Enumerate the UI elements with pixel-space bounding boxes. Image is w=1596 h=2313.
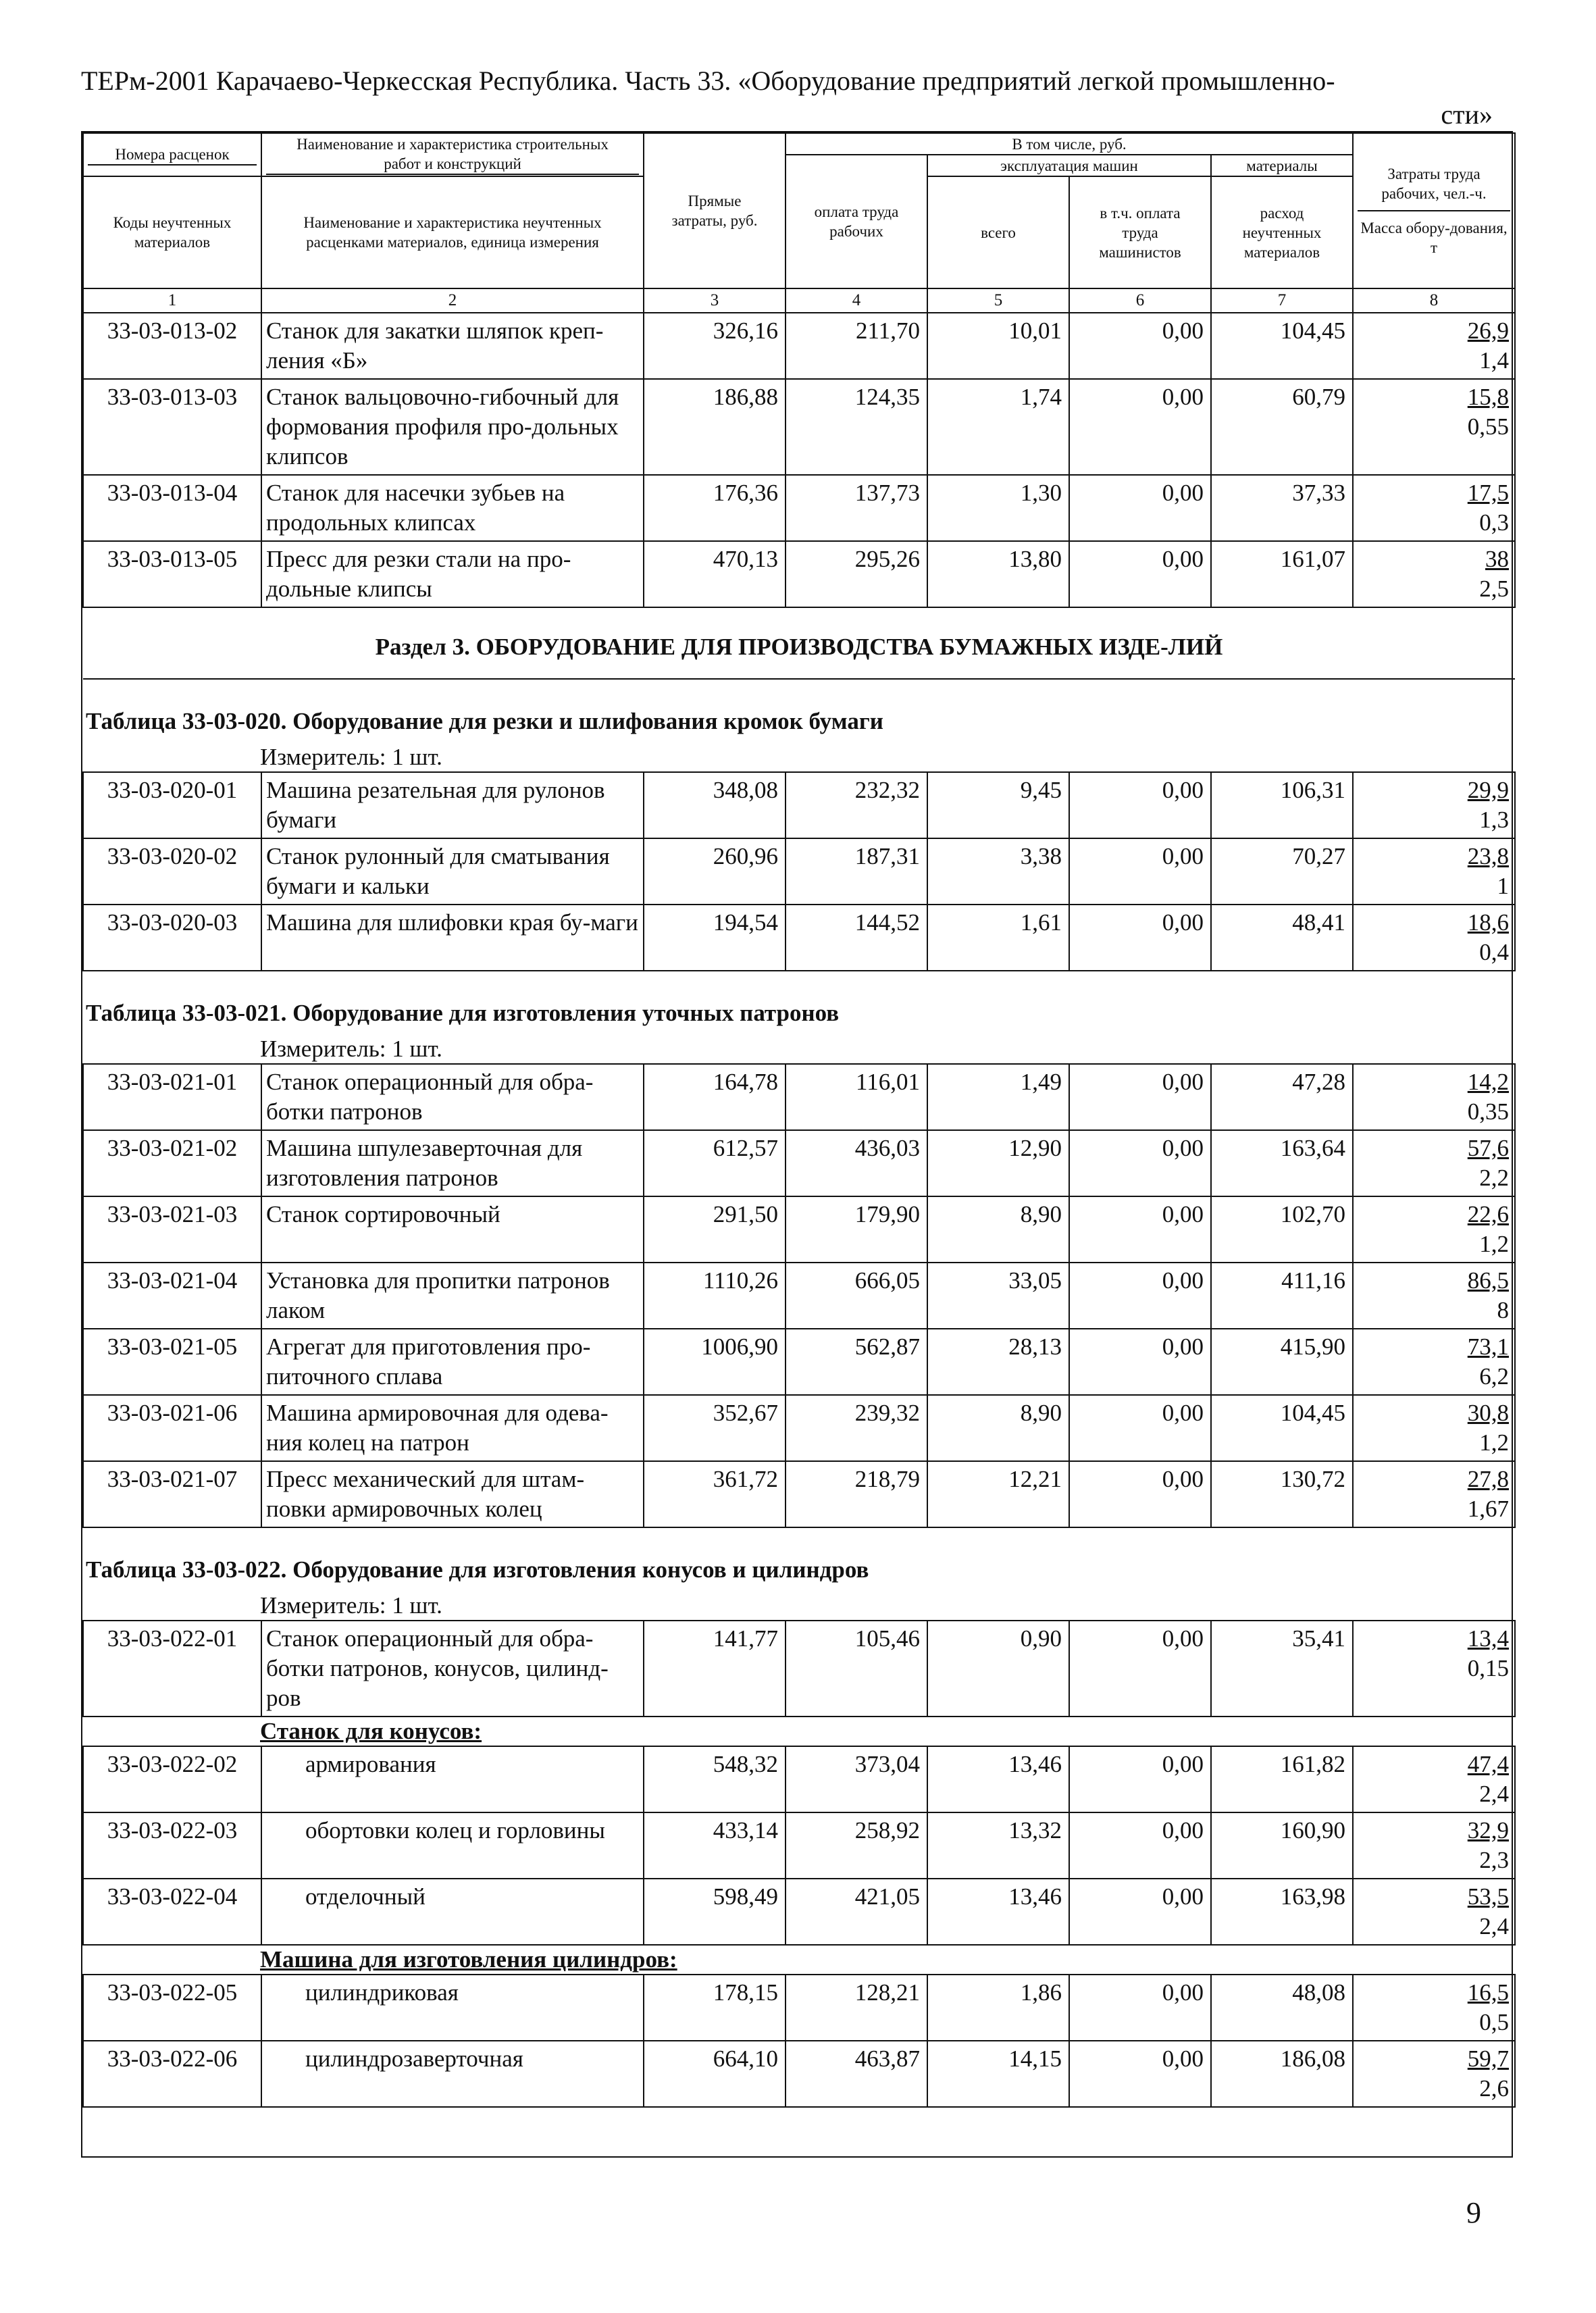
- work-name: Станок операционный для обра-ботки патронов: [261, 1064, 644, 1130]
- page-number: 9: [1466, 2196, 1481, 2229]
- work-name: отделочный: [261, 1879, 644, 1945]
- machine-costs: 8,90: [927, 1196, 1069, 1263]
- machine-costs: 1,74: [927, 379, 1069, 475]
- worker-wages: 373,04: [786, 1746, 927, 1812]
- rate-code: 33-03-020-03: [83, 905, 261, 971]
- table-row: [83, 475, 1515, 541]
- table-021-title: Таблица 33-03-021. Оборудование для изготовления уточных патронов: [83, 971, 1515, 1035]
- table-020-title: Таблица 33-03-020. Оборудование для резки и шлифования кромок бумаги: [86, 708, 883, 734]
- rate-code: 33-03-020-02: [83, 838, 261, 905]
- intro-rows: [83, 313, 1515, 607]
- column-number-4: 4: [786, 288, 927, 313]
- table-row: [83, 1064, 1515, 1130]
- equipment-mass: 8: [1497, 1297, 1510, 1323]
- table-022-unit: Измеритель: 1 шт.: [83, 1592, 1515, 1621]
- labor-and-mass: [1353, 1461, 1515, 1527]
- column-number-7: 7: [1211, 288, 1353, 313]
- table-row: [83, 1461, 1515, 1527]
- materials-costs: 104,45: [1211, 313, 1353, 379]
- page-header: [81, 65, 1513, 130]
- worker-wages: 128,21: [786, 1975, 927, 2041]
- rate-code: 33-03-022-06: [83, 2041, 261, 2107]
- materials-costs: 37,33: [1211, 475, 1353, 541]
- table-022-heading: [83, 1527, 1515, 1621]
- materials-costs: 106,31: [1211, 772, 1353, 838]
- labor-and-mass: [1353, 379, 1515, 475]
- machinist-wages: 0,00: [1069, 1746, 1211, 1812]
- equipment-mass: 0,15: [1467, 1655, 1510, 1681]
- labor-and-mass: [1353, 1196, 1515, 1263]
- worker-wages: 436,03: [786, 1130, 927, 1196]
- direct-costs: 326,16: [644, 313, 786, 379]
- work-name: Станок для насечки зубьев на продольных клипсах: [261, 475, 644, 541]
- labor-hours: 13,4: [1467, 1625, 1510, 1652]
- column-header-code-top: Номера расценок: [88, 145, 257, 166]
- subheading-cylinder-machines: Машина для изготовления цилиндров:: [83, 1945, 1515, 1975]
- price-table-sheet: [81, 131, 1513, 2158]
- machinist-wages: 0,00: [1069, 772, 1211, 838]
- worker-wages: 562,87: [786, 1329, 927, 1395]
- table-row: [83, 1395, 1515, 1461]
- work-name: Станок операционный для обра-ботки патронов, конусов, цилинд-ров: [261, 1621, 644, 1717]
- labor-hours: 73,1: [1467, 1333, 1510, 1360]
- table-row: [83, 1329, 1515, 1395]
- equipment-mass: 2,6: [1479, 2075, 1510, 2102]
- materials-costs: 130,72: [1211, 1461, 1353, 1527]
- header-line-2: сти»: [1441, 99, 1493, 130]
- worker-wages: 295,26: [786, 541, 927, 607]
- labor-hours: 59,7: [1467, 2045, 1510, 2072]
- labor-and-mass: [1353, 838, 1515, 905]
- worker-wages: 666,05: [786, 1263, 927, 1329]
- column-header-name-bottom: Наименование и характеристика неучтенных расценками материалов, единица измерения: [261, 176, 644, 288]
- labor-hours: 22,6: [1467, 1201, 1510, 1227]
- equipment-mass: 1,2: [1479, 1429, 1510, 1456]
- worker-wages: 179,90: [786, 1196, 927, 1263]
- table-row: [83, 541, 1515, 607]
- labor-hours: 38: [1485, 546, 1510, 572]
- rate-code: 33-03-022-01: [83, 1621, 261, 1717]
- equipment-mass: 1,4: [1479, 347, 1510, 374]
- table-row: [83, 1975, 1515, 2041]
- equipment-mass: 2,4: [1479, 1913, 1510, 1939]
- labor-hours: 53,5: [1467, 1883, 1510, 1910]
- table-row: [83, 1621, 1515, 1717]
- work-name: цилиндриковая: [261, 1975, 644, 2041]
- work-name: Станок для закатки шляпок креп-ления «Б»: [261, 313, 644, 379]
- labor-and-mass: [1353, 1329, 1515, 1395]
- machinist-wages: 0,00: [1069, 1329, 1211, 1395]
- machine-costs: 13,32: [927, 1812, 1069, 1879]
- machinist-wages: 0,00: [1069, 1395, 1211, 1461]
- labor-hours: 29,9: [1467, 777, 1510, 803]
- materials-costs: 47,28: [1211, 1064, 1353, 1130]
- materials-costs: 163,98: [1211, 1879, 1353, 1945]
- labor-and-mass: [1353, 1621, 1515, 1717]
- work-name: Станок сортировочный: [261, 1196, 644, 1263]
- labor-and-mass: [1353, 1879, 1515, 1945]
- machinist-wages: 0,00: [1069, 1263, 1211, 1329]
- worker-wages: 463,87: [786, 2041, 927, 2107]
- equipment-mass: 1,67: [1467, 1496, 1510, 1522]
- equipment-mass: 2,2: [1479, 1165, 1510, 1191]
- column-header-code: [83, 133, 261, 176]
- worker-wages: 218,79: [786, 1461, 927, 1527]
- direct-costs: 470,13: [644, 541, 786, 607]
- labor-hours: 17,5: [1467, 480, 1510, 506]
- work-name: обортовки колец и горловины: [261, 1812, 644, 1879]
- equipment-mass: 2,4: [1479, 1781, 1510, 1807]
- rate-code: 33-03-021-05: [83, 1329, 261, 1395]
- column-number-6: 6: [1069, 288, 1211, 313]
- labor-and-mass: [1353, 1130, 1515, 1196]
- machine-costs: 0,90: [927, 1621, 1069, 1717]
- rate-code: 33-03-013-03: [83, 379, 261, 475]
- labor-and-mass: [1353, 1746, 1515, 1812]
- machine-costs: 14,15: [927, 2041, 1069, 2107]
- table-022-rows-b: [83, 1746, 1515, 1945]
- direct-costs: 352,67: [644, 1395, 786, 1461]
- table-row: [83, 772, 1515, 838]
- column-header-mass: Масса обору-дования, т: [1360, 220, 1508, 256]
- work-name: армирования: [261, 1746, 644, 1812]
- header-line-1: ТЕРм-2001 Карачаево-Черкесская Республика. Часть 33. «Оборудование предприятий легкой промышленно-: [81, 66, 1335, 96]
- rate-code: 33-03-022-03: [83, 1812, 261, 1879]
- table-row: [83, 838, 1515, 905]
- materials-costs: 70,27: [1211, 838, 1353, 905]
- worker-wages: 211,70: [786, 313, 927, 379]
- machinist-wages: 0,00: [1069, 1621, 1211, 1717]
- direct-costs: 612,57: [644, 1130, 786, 1196]
- equipment-mass: 0,5: [1479, 2009, 1510, 2035]
- table-row: [83, 1746, 1515, 1812]
- column-header-direct: Прямые затраты, руб.: [644, 133, 786, 288]
- table-022-title: Таблица 33-03-022. Оборудование для изготовления конусов и цилиндров: [83, 1527, 1515, 1592]
- machinist-wages: 0,00: [1069, 1196, 1211, 1263]
- labor-hours: 27,8: [1467, 1466, 1510, 1492]
- column-header-name-top: Наименование и характеристика строительных работ и конструкций: [266, 134, 639, 175]
- machine-costs: 1,30: [927, 475, 1069, 541]
- machine-costs: 28,13: [927, 1329, 1069, 1395]
- materials-costs: 104,45: [1211, 1395, 1353, 1461]
- work-name: Машина армировочная для одева-ния колец на патрон: [261, 1395, 644, 1461]
- table-row: [83, 905, 1515, 971]
- machine-costs: 8,90: [927, 1395, 1069, 1461]
- machine-costs: 10,01: [927, 313, 1069, 379]
- labor-hours: 86,5: [1467, 1267, 1510, 1294]
- equipment-mass: 1: [1497, 873, 1510, 899]
- column-header-materials: материалы: [1211, 155, 1353, 176]
- worker-wages: 144,52: [786, 905, 927, 971]
- labor-and-mass: [1353, 2041, 1515, 2107]
- subheading-cone-machines: Станок для конусов:: [83, 1717, 1515, 1746]
- work-name: Машина для шлифовки края бу-маги: [261, 905, 644, 971]
- machine-costs: 33,05: [927, 1263, 1069, 1329]
- direct-costs: 664,10: [644, 2041, 786, 2107]
- materials-costs: 186,08: [1211, 2041, 1353, 2107]
- direct-costs: 141,77: [644, 1621, 786, 1717]
- worker-wages: 258,92: [786, 1812, 927, 1879]
- materials-costs: 163,64: [1211, 1130, 1353, 1196]
- labor-hours: 47,4: [1467, 1751, 1510, 1777]
- equipment-mass: 1,2: [1479, 1231, 1510, 1257]
- materials-costs: 161,07: [1211, 541, 1353, 607]
- labor-hours: 26,9: [1467, 317, 1510, 344]
- labor-hours: 15,8: [1467, 384, 1510, 410]
- labor-hours: 16,5: [1467, 1979, 1510, 2006]
- rate-code: 33-03-022-02: [83, 1746, 261, 1812]
- direct-costs: 260,96: [644, 838, 786, 905]
- machinist-wages: 0,00: [1069, 379, 1211, 475]
- worker-wages: 421,05: [786, 1879, 927, 1945]
- machine-costs: 9,45: [927, 772, 1069, 838]
- machine-costs: 12,21: [927, 1461, 1069, 1527]
- rate-code: 33-03-021-04: [83, 1263, 261, 1329]
- rate-code: 33-03-021-01: [83, 1064, 261, 1130]
- rate-code: 33-03-013-02: [83, 313, 261, 379]
- machinist-wages: 0,00: [1069, 1064, 1211, 1130]
- column-header-machines: всего: [927, 176, 1069, 288]
- machinist-wages: 0,00: [1069, 1130, 1211, 1196]
- table-022-rows-c: [83, 1975, 1515, 2107]
- column-header-machinists: в т.ч. оплата труда машинистов: [1069, 176, 1211, 288]
- column-header-code-bottom: Коды неучтенных материалов: [83, 176, 261, 288]
- direct-costs: 176,36: [644, 475, 786, 541]
- rate-code: 33-03-022-04: [83, 1879, 261, 1945]
- direct-costs: 194,54: [644, 905, 786, 971]
- table-row: [83, 1879, 1515, 1945]
- labor-and-mass: [1353, 1975, 1515, 2041]
- machine-costs: 13,80: [927, 541, 1069, 607]
- column-number-1: 1: [83, 288, 261, 313]
- machine-costs: 1,86: [927, 1975, 1069, 2041]
- column-header-materials-use: расход неучтенных материалов: [1211, 176, 1353, 288]
- rate-code: 33-03-021-07: [83, 1461, 261, 1527]
- column-header-name: [261, 133, 644, 176]
- worker-wages: 124,35: [786, 379, 927, 475]
- rate-code: 33-03-021-03: [83, 1196, 261, 1263]
- work-name: цилиндрозаверточная: [261, 2041, 644, 2107]
- direct-costs: 186,88: [644, 379, 786, 475]
- machinist-wages: 0,00: [1069, 905, 1211, 971]
- equipment-mass: 0,3: [1479, 509, 1510, 536]
- work-name: Станок вальцовочно-гибочный для формования профиля про-дольных клипсов: [261, 379, 644, 475]
- machine-costs: 3,38: [927, 838, 1069, 905]
- column-header-wages: оплата труда рабочих: [786, 155, 927, 288]
- materials-costs: 161,82: [1211, 1746, 1353, 1812]
- worker-wages: 232,32: [786, 772, 927, 838]
- table-021-rows: [83, 1064, 1515, 1527]
- equipment-mass: 2,3: [1479, 1847, 1510, 1873]
- table-022-rows-a: [83, 1621, 1515, 1717]
- work-name: Пресс для резки стали на про-дольные клипсы: [261, 541, 644, 607]
- machine-costs: 1,61: [927, 905, 1069, 971]
- equipment-mass: 6,2: [1479, 1363, 1510, 1390]
- direct-costs: 1006,90: [644, 1329, 786, 1395]
- work-name: Агрегат для приготовления про-питочного сплава: [261, 1329, 644, 1395]
- materials-costs: 160,90: [1211, 1812, 1353, 1879]
- worker-wages: 116,01: [786, 1064, 927, 1130]
- direct-costs: 348,08: [644, 772, 786, 838]
- rate-code: 33-03-013-04: [83, 475, 261, 541]
- price-table: [82, 132, 1516, 2108]
- worker-wages: 137,73: [786, 475, 927, 541]
- table-row: [83, 1196, 1515, 1263]
- labor-and-mass: [1353, 1812, 1515, 1879]
- direct-costs: 598,49: [644, 1879, 786, 1945]
- machinist-wages: 0,00: [1069, 1461, 1211, 1527]
- labor-and-mass: [1353, 905, 1515, 971]
- work-name: Машина шпулезаверточная для изготовления патронов: [261, 1130, 644, 1196]
- column-header-labor-top: Затраты труда рабочих, чел.-ч.: [1358, 164, 1510, 211]
- materials-costs: 415,90: [1211, 1329, 1353, 1395]
- table-row: [83, 1812, 1515, 1879]
- table-row: [83, 1263, 1515, 1329]
- table-row: [83, 2041, 1515, 2107]
- column-header-exploitation: эксплуатация машин: [927, 155, 1211, 176]
- worker-wages: 187,31: [786, 838, 927, 905]
- direct-costs: 164,78: [644, 1064, 786, 1130]
- column-number-3: 3: [644, 288, 786, 313]
- column-number-8: 8: [1353, 288, 1515, 313]
- direct-costs: 433,14: [644, 1812, 786, 1879]
- labor-hours: 57,6: [1467, 1135, 1510, 1161]
- direct-costs: 1110,26: [644, 1263, 786, 1329]
- labor-hours: 14,2: [1467, 1069, 1510, 1095]
- table-022-subhead-1: [83, 1717, 1515, 1746]
- labor-hours: 32,9: [1467, 1817, 1510, 1844]
- column-number-2: 2: [261, 288, 644, 313]
- machine-costs: 1,49: [927, 1064, 1069, 1130]
- machinist-wages: 0,00: [1069, 1975, 1211, 2041]
- machinist-wages: 0,00: [1069, 541, 1211, 607]
- work-name: Машина резательная для рулонов бумаги: [261, 772, 644, 838]
- section-3-heading: [83, 607, 1515, 772]
- direct-costs: 361,72: [644, 1461, 786, 1527]
- machinist-wages: 0,00: [1069, 838, 1211, 905]
- table-021-heading: [83, 971, 1515, 1064]
- rate-code: 33-03-021-06: [83, 1395, 261, 1461]
- equipment-mass: 0,55: [1467, 413, 1510, 440]
- column-header-labor: [1353, 133, 1515, 288]
- materials-costs: 35,41: [1211, 1621, 1353, 1717]
- machinist-wages: 0,00: [1069, 475, 1211, 541]
- materials-costs: 48,41: [1211, 905, 1353, 971]
- column-header-group: В том числе, руб.: [786, 133, 1353, 155]
- table-022-subhead-2: [83, 1945, 1515, 1975]
- labor-and-mass: [1353, 313, 1515, 379]
- labor-hours: 30,8: [1467, 1400, 1510, 1426]
- column-number-5: 5: [927, 288, 1069, 313]
- machine-costs: 13,46: [927, 1746, 1069, 1812]
- machine-costs: 13,46: [927, 1879, 1069, 1945]
- machinist-wages: 0,00: [1069, 1879, 1211, 1945]
- equipment-mass: 1,3: [1479, 807, 1510, 833]
- labor-and-mass: [1353, 475, 1515, 541]
- table-row: [83, 379, 1515, 475]
- section-title: Раздел 3. ОБОРУДОВАНИЕ ДЛЯ ПРОИЗВОДСТВА БУМАЖНЫХ ИЗДЕ-ЛИЙ: [83, 607, 1515, 679]
- rate-code: 33-03-022-05: [83, 1975, 261, 2041]
- labor-and-mass: [1353, 1064, 1515, 1130]
- worker-wages: 105,46: [786, 1621, 927, 1717]
- materials-costs: 102,70: [1211, 1196, 1353, 1263]
- labor-hours: 18,6: [1467, 909, 1510, 936]
- machinist-wages: 0,00: [1069, 313, 1211, 379]
- table-row: [83, 313, 1515, 379]
- work-name: Станок рулонный для сматывания бумаги и кальки: [261, 838, 644, 905]
- work-name: Установка для пропитки патронов лаком: [261, 1263, 644, 1329]
- materials-costs: 60,79: [1211, 379, 1353, 475]
- rate-code: 33-03-013-05: [83, 541, 261, 607]
- equipment-mass: 2,5: [1479, 576, 1510, 602]
- labor-and-mass: [1353, 1395, 1515, 1461]
- direct-costs: 178,15: [644, 1975, 786, 2041]
- materials-costs: 48,08: [1211, 1975, 1353, 2041]
- materials-costs: 411,16: [1211, 1263, 1353, 1329]
- table-020-unit: Измеритель: 1 шт.: [83, 743, 1515, 772]
- machine-costs: 12,90: [927, 1130, 1069, 1196]
- machinist-wages: 0,00: [1069, 1812, 1211, 1879]
- labor-and-mass: [1353, 772, 1515, 838]
- direct-costs: 291,50: [644, 1196, 786, 1263]
- rate-code: 33-03-021-02: [83, 1130, 261, 1196]
- table-row: [83, 1130, 1515, 1196]
- labor-hours: 23,8: [1467, 843, 1510, 869]
- table-021-unit: Измеритель: 1 шт.: [83, 1035, 1515, 1064]
- worker-wages: 239,32: [786, 1395, 927, 1461]
- table-header: [83, 133, 1515, 313]
- labor-and-mass: [1353, 541, 1515, 607]
- direct-costs: 548,32: [644, 1746, 786, 1812]
- labor-and-mass: [1353, 1263, 1515, 1329]
- table-020-rows: [83, 772, 1515, 971]
- equipment-mass: 0,4: [1479, 939, 1510, 965]
- equipment-mass: 0,35: [1467, 1098, 1510, 1125]
- work-name: Пресс механический для штам-повки армировочных колец: [261, 1461, 644, 1527]
- rate-code: 33-03-020-01: [83, 772, 261, 838]
- machinist-wages: 0,00: [1069, 2041, 1211, 2107]
